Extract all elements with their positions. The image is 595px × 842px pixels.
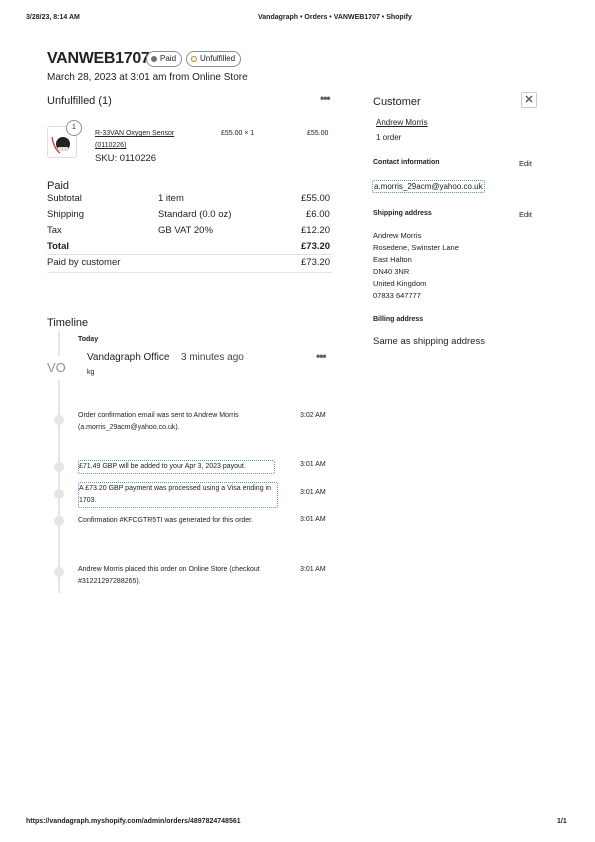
shipping-detail: Standard (0.0 oz) — [158, 209, 232, 220]
timeline-title: Timeline — [47, 317, 89, 329]
total-label: Total — [47, 241, 69, 252]
customer-name-link[interactable]: Andrew Morris — [376, 118, 428, 127]
quantity-badge: 1 — [66, 120, 82, 136]
customer-order-count: 1 order — [376, 133, 402, 142]
product-variant[interactable]: (0110226) — [95, 142, 127, 149]
paid-dot-icon — [151, 56, 157, 62]
address-line: East Halton — [373, 255, 412, 264]
billing-address-title: Billing address — [373, 316, 424, 323]
fulfillment-status-label: Unfulfilled — [200, 54, 236, 63]
timeline-event-confirmation: Confirmation #KFCGTR5TI was generated for this order. — [78, 517, 254, 524]
product-name-link[interactable]: R-33VAN Oxygen Sensor — [95, 130, 175, 137]
comment-author: Vandagraph Office — [87, 352, 170, 363]
product-line-total: £55.00 — [307, 130, 329, 137]
subtotal-label: Subtotal — [47, 193, 82, 204]
address-line: DN40 3NR — [373, 267, 410, 276]
edit-contact-button[interactable]: Edit — [519, 159, 532, 168]
timeline-event-time: 3:02 AM — [300, 412, 326, 419]
paid-by-customer-label: Paid by customer — [47, 257, 121, 268]
edit-shipping-address-button[interactable]: Edit — [519, 210, 532, 219]
comment-text: kg — [87, 369, 95, 376]
print-url: https://vandagraph.myshopify.com/admin/orders/4897824748561 — [26, 818, 241, 825]
timeline-event-dot — [54, 462, 64, 472]
timeline-event-email: Order confirmation email was sent to Andrew Morris (a.morris_29acm@yahoo.co.uk). — [78, 412, 239, 431]
timeline-event-time: 3:01 AM — [300, 489, 326, 496]
address-line: Andrew Morris — [373, 231, 422, 240]
fulfillment-status-badge — [186, 51, 241, 67]
timeline-event-time: 3:01 AM — [300, 461, 326, 468]
print-date: 3/28/23, 8:14 AM — [26, 14, 80, 21]
order-date-line: March 28, 2023 at 3:01 am from Online Store — [47, 72, 248, 83]
customer-title: Customer — [373, 96, 421, 108]
billing-address-value: Same as shipping address — [373, 336, 485, 347]
payment-status-label: Paid — [160, 54, 177, 63]
payment-status-badge — [146, 51, 182, 67]
subtotal-detail: 1 item — [158, 193, 184, 204]
address-line: United Kingdom — [373, 279, 427, 288]
paid-by-customer-amount: £73.20 — [301, 257, 331, 268]
paid-bottom-divider — [47, 272, 332, 273]
shipping-address-title: Shipping address — [373, 210, 432, 217]
shipping-amount: £6.00 — [306, 209, 330, 220]
timeline-event-dot — [54, 415, 64, 425]
paid-title: Paid — [47, 180, 70, 192]
print-page-title: Vandagraph • Orders • VANWEB1707 • Shopify — [258, 14, 412, 21]
tax-label: Tax — [47, 225, 62, 236]
comment-time: 3 minutes ago — [181, 352, 244, 363]
avatar: VO — [47, 356, 71, 380]
product-sku: SKU: 0110226 — [95, 153, 157, 164]
tax-amount: £12.20 — [301, 225, 331, 236]
paid-divider — [47, 254, 332, 255]
unfulfilled-more-actions-icon[interactable]: ••• — [320, 91, 330, 105]
timeline-event-placed: Andrew Morris placed this order on Online Store (checkout #31221297288265). — [78, 566, 260, 585]
unfulfilled-dot-icon — [191, 56, 197, 62]
shipping-address-block — [373, 230, 459, 302]
total-amount: £73.20 — [301, 241, 331, 252]
contact-information-title: Contact information — [373, 159, 440, 166]
timeline-today-label: Today — [78, 336, 99, 343]
shipping-label: Shipping — [47, 209, 84, 220]
timeline-event-time: 3:01 AM — [300, 516, 326, 523]
timeline-event-dot — [54, 489, 64, 499]
close-icon[interactable]: ✕ — [521, 92, 537, 108]
subtotal-amount: £55.00 — [301, 193, 331, 204]
tax-detail: GB VAT 20% — [158, 225, 213, 236]
product-unit-price: £55.00 × 1 — [221, 130, 255, 137]
address-line: 07833 647777 — [373, 291, 421, 300]
order-name: VANWEB1707 — [47, 50, 150, 67]
timeline-event-payout[interactable]: £71.49 GBP will be added to your Apr 3, 2023 payout. — [78, 460, 275, 474]
print-page-number: 1/1 — [557, 818, 567, 825]
timeline-event-dot — [54, 567, 64, 577]
timeline-event-time: 3:01 AM — [300, 566, 326, 573]
comment-more-actions-icon[interactable]: ••• — [316, 349, 326, 363]
timeline-event-payment[interactable]: A £73.20 GBP payment was processed using a Visa ending in 1703. — [78, 482, 278, 508]
unfulfilled-title: Unfulfilled (1) — [47, 95, 112, 107]
customer-email-link[interactable]: a.morris_29acm@yahoo.co.uk — [374, 182, 483, 191]
timeline-event-dot — [54, 516, 64, 526]
address-line: Rosedene, Swinster Lane — [373, 243, 459, 252]
